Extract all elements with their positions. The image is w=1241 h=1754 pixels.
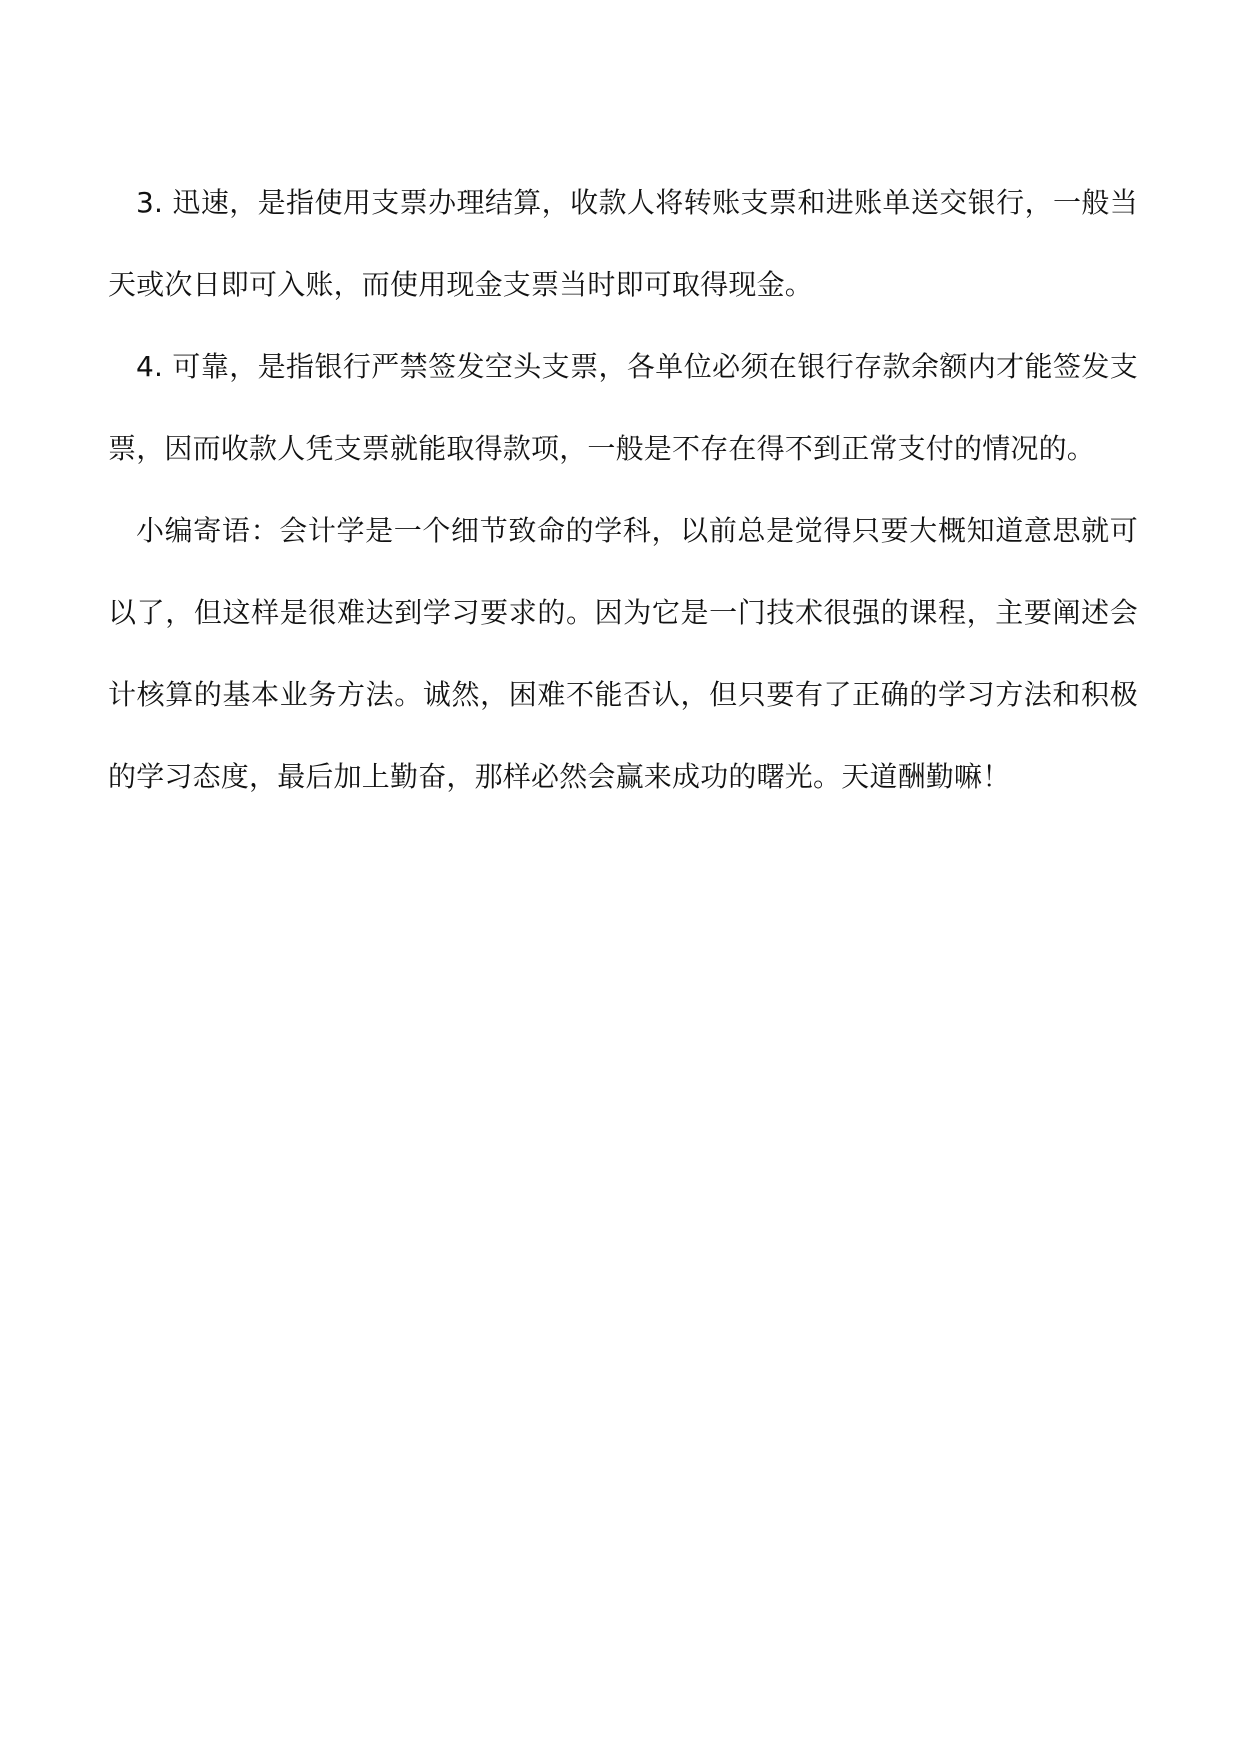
paragraph-editor-note: 小编寄语：会计学是一个细节致命的学科，以前总是觉得只要大概知道意思就可以了，但这样是很难达到学习要求的。因为它是一门技术很强的课程，主要阐述会计核算的基本业务方法。诚然，困难不能否认，但只要有了正确的学习方法和积极的学习态度，最后加上勤奋，那样必然会赢来成功的曙光。天道酬勤嘛！ xyxy=(108,514,1138,793)
paragraph-speed: 3. 迅速，是指使用支票办理结算，收款人将转账支票和进账单送交银行，一般当天或次日即可入账，而使用现金支票当时即可取得现金。 xyxy=(108,186,1138,301)
document-body xyxy=(108,162,1138,818)
paragraph-reliability: 4. 可靠，是指银行严禁签发空头支票，各单位必须在银行存款余额内才能签发支票，因而收款人凭支票就能取得款项，一般是不存在得不到正常支付的情况的。 xyxy=(108,350,1138,465)
